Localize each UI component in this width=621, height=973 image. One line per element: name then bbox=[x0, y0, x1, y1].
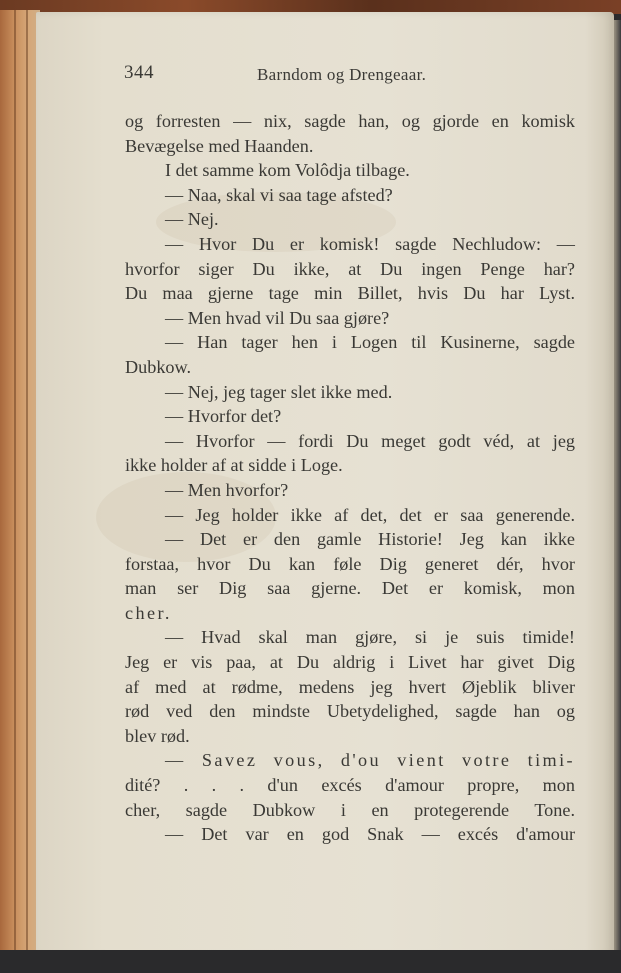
text-line: Bevægelse med Haanden. bbox=[125, 135, 314, 156]
text-line: — Men hvad vil Du saa gjøre? bbox=[165, 307, 390, 328]
text-line: forstaa, hvor Du kan føle Dig generet dér, hvor bbox=[125, 553, 575, 574]
running-title: Barndom og Drengeaar. bbox=[257, 65, 427, 84]
text-line: — Hvad skal man gjøre, si je suis timide! bbox=[165, 627, 575, 648]
body-text bbox=[125, 109, 575, 847]
text-line: — Nej, jeg tager slet ikke med. bbox=[165, 381, 393, 402]
book-spine bbox=[0, 10, 40, 950]
spine-line bbox=[14, 10, 16, 950]
text-line: — Det er den gamle Historie! Jeg kan ikke bbox=[165, 529, 575, 550]
text-line: Dubkow. bbox=[125, 356, 192, 377]
background-bottom bbox=[0, 950, 621, 973]
text-line: og forresten — nix, sagde han, og gjorde en komisk bbox=[125, 111, 575, 131]
text-line: af med at rødme, medens jeg hvert Øjeblik bliver bbox=[125, 676, 575, 697]
text-line: — Men hvorfor? bbox=[165, 479, 289, 500]
text-line: — Hvor Du er komisk! sagde Nechludow: — bbox=[165, 233, 575, 254]
text-line: — Det var en god Snak — excés d'amour bbox=[165, 824, 575, 845]
text-line: — Nej. bbox=[165, 209, 219, 230]
text-line: dité? . . . d'un excés d'amour propre, mon bbox=[125, 775, 575, 796]
text-line: — Hvorfor — fordi Du meget godt véd, at jeg bbox=[165, 430, 575, 451]
text-line: — Han tager hen i Logen til Kusinerne, sagde bbox=[165, 332, 575, 353]
text-line: — Savez vous, d'ou vient votre timi- bbox=[165, 750, 575, 771]
text-line: Jeg er vis paa, at Du aldrig i Livet har givet Dig bbox=[125, 652, 575, 673]
text-line: — Hvorfor det? bbox=[165, 406, 282, 427]
text-line: — Naa, skal vi saa tage afsted? bbox=[165, 184, 393, 205]
text-line: cher, sagde Dubkow i en protegerende Tone. bbox=[125, 799, 575, 820]
text-line: I det samme kom Volôdja tilbage. bbox=[165, 160, 410, 181]
text-line: ikke holder af at sidde i Loge. bbox=[125, 455, 343, 476]
page-number: 344 bbox=[124, 62, 154, 83]
text-line: blev rød. bbox=[125, 725, 190, 746]
spine-line bbox=[26, 10, 28, 950]
text-line: hvorfor siger Du ikke, at Du ingen Penge har? bbox=[125, 258, 575, 279]
text-line: rød ved den mindste Ubetydelighed, sagde han og bbox=[125, 701, 575, 722]
text-line: cher. bbox=[125, 602, 172, 623]
text-line: — Jeg holder ikke af det, det er saa generende. bbox=[165, 504, 575, 525]
text-line: man ser Dig saa gjerne. Det er komisk, mon bbox=[125, 578, 575, 599]
text-line: Du maa gjerne tage min Billet, hvis Du har Lyst. bbox=[125, 283, 575, 304]
